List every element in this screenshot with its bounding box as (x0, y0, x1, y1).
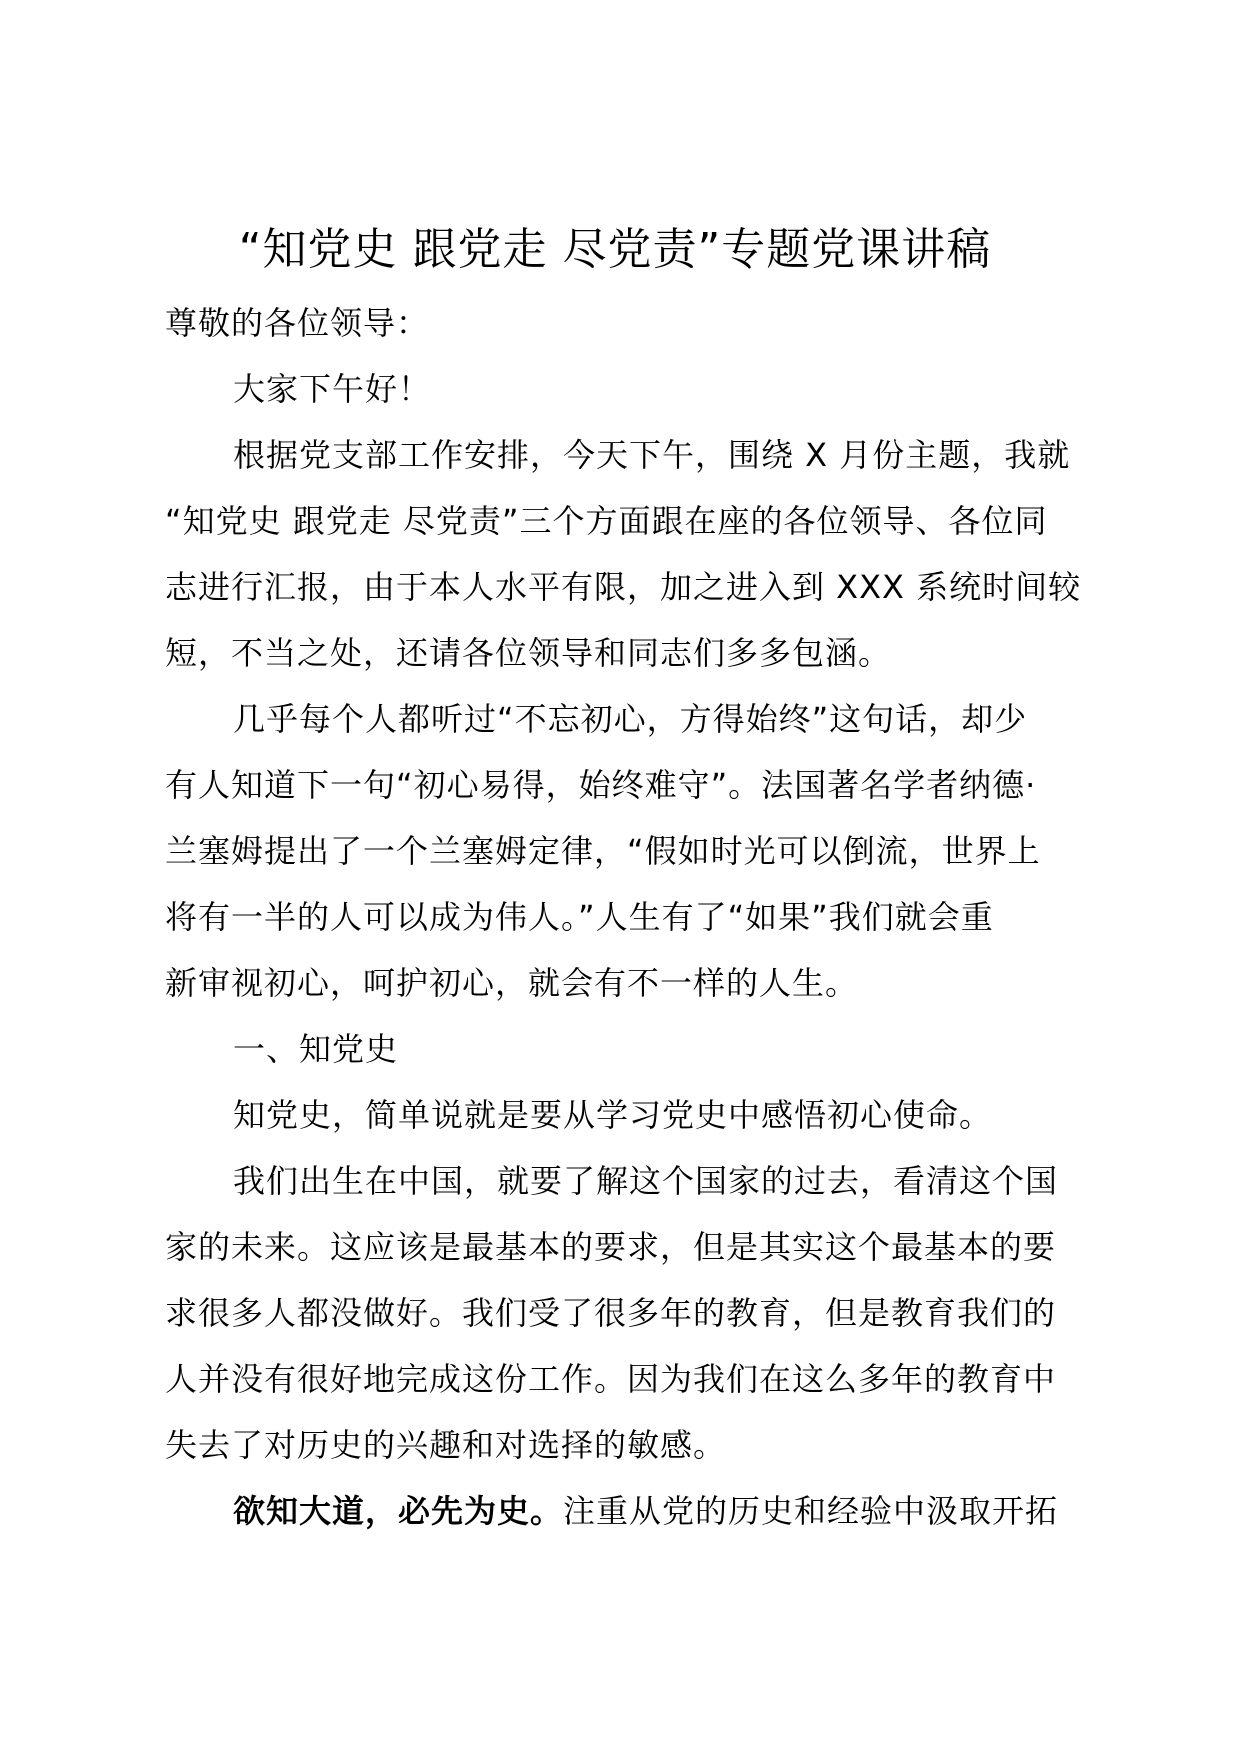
paragraph-line: 人并没有很好地完成这份工作。因为我们在这么多年的教育中 (165, 1360, 1057, 1398)
document-body (165, 290, 1085, 1544)
paragraph-line: 几乎每个人都听过“不忘初心，方得始终”这句话，却少 (233, 700, 1028, 738)
paragraph-line: 兰塞姆提出了一个兰塞姆定律，“假如时光可以倒流，世界上 (165, 832, 1041, 870)
paragraph-line: 家的未来。这应该是最基本的要求，但是其实这个最基本的要 (165, 1228, 1057, 1266)
salutation: 尊敬的各位领导： (165, 304, 430, 342)
paragraph-line (165, 1478, 1085, 1544)
paragraph-line: 知党史，简单说就是要从学习党史中感悟初心使命。 (233, 1096, 993, 1134)
paragraph-line: 短，不当之处，还请各位领导和同志们多多包涵。 (165, 634, 892, 672)
paragraph-line: “知党史 跟党走 尽党责”三个方面跟在座的各位领导、各位同 (165, 502, 1048, 540)
paragraph-line: 有人知道下一句“初心易得，始终难守”。法国著名学者纳德· (165, 766, 1037, 804)
document-title: “知党史 跟党走 尽党责”专题党课讲稿 (238, 224, 992, 275)
paragraph-line: 我们出生在中国，就要了解这个国家的过去，看清这个国 (233, 1162, 1059, 1200)
bold-lead-phrase: 欲知大道，必先为史。 (233, 1492, 564, 1530)
paragraph-line: 失去了对历史的兴趣和对选择的敏感。 (165, 1426, 727, 1464)
paragraph-line: 求很多人都没做好。我们受了很多年的教育，但是教育我们的 (165, 1294, 1057, 1332)
paragraph-line: 新审视初心，呵护初心，就会有不一样的人生。 (165, 964, 859, 1002)
paragraph-text: 注重从党的历史和经验中汲取开拓 (563, 1492, 1059, 1530)
paragraph-line: 根据党支部工作安排，今天下午，围绕 X 月份主题，我就 (233, 436, 1071, 474)
paragraph-line: 将有一半的人可以成为伟人。”人生有了“如果”我们就会重 (165, 898, 994, 936)
greeting: 大家下午好！ (233, 370, 432, 408)
paragraph-line: 志进行汇报，由于本人水平有限，加之进入到 XXX 系统时间较 (165, 568, 1082, 606)
section-heading: 一、知党史 (233, 1030, 399, 1068)
